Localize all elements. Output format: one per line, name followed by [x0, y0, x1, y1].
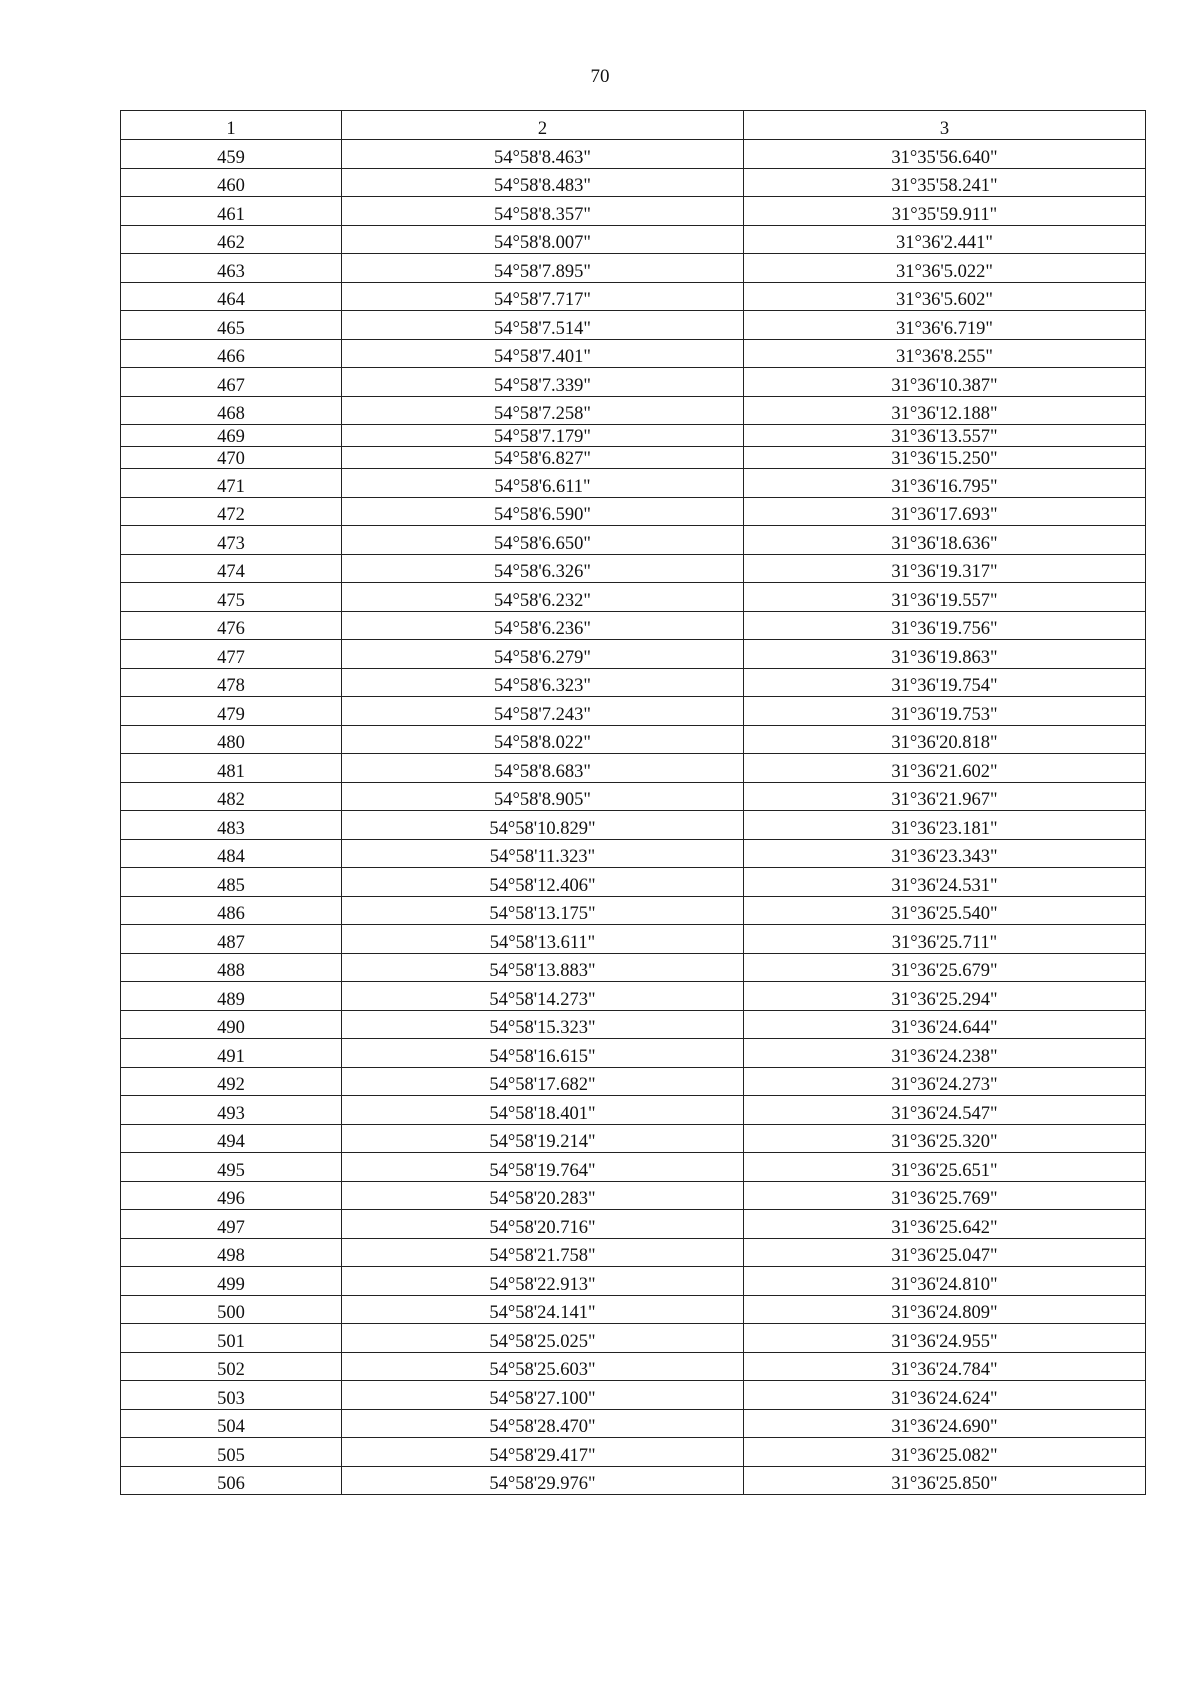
- point-number-cell: 468: [121, 396, 342, 425]
- point-number-cell: 486: [121, 896, 342, 925]
- latitude-cell: 54°58'29.976": [342, 1466, 744, 1495]
- latitude-cell: 54°58'15.323": [342, 1010, 744, 1039]
- table-row: [121, 1153, 1146, 1182]
- latitude-cell: 54°58'10.829": [342, 811, 744, 840]
- point-number-cell: 484: [121, 839, 342, 868]
- latitude-cell: 54°58'6.279": [342, 640, 744, 669]
- point-number-cell: 505: [121, 1438, 342, 1467]
- latitude-cell: 54°58'20.716": [342, 1210, 744, 1239]
- point-number-cell: 478: [121, 668, 342, 697]
- longitude-cell: 31°36'19.863": [744, 640, 1146, 669]
- table-row: [121, 611, 1146, 640]
- longitude-cell: 31°36'18.636": [744, 526, 1146, 555]
- coordinates-table-body: [121, 111, 1146, 1495]
- longitude-cell: 31°36'24.644": [744, 1010, 1146, 1039]
- longitude-cell: 31°36'19.317": [744, 554, 1146, 583]
- column-header-2: 2: [342, 111, 744, 140]
- longitude-cell: 31°36'21.602": [744, 754, 1146, 783]
- longitude-cell: 31°36'2.441": [744, 225, 1146, 254]
- point-number-cell: 470: [121, 447, 342, 469]
- longitude-cell: 31°36'19.753": [744, 697, 1146, 726]
- table-row: [121, 1096, 1146, 1125]
- point-number-cell: 497: [121, 1210, 342, 1239]
- point-number-cell: 463: [121, 254, 342, 283]
- point-number-cell: 469: [121, 425, 342, 447]
- table-row: [121, 1409, 1146, 1438]
- table-row: [121, 1438, 1146, 1467]
- point-number-cell: 487: [121, 925, 342, 954]
- latitude-cell: 54°58'29.417": [342, 1438, 744, 1467]
- table-row: [121, 197, 1146, 226]
- latitude-cell: 54°58'6.827": [342, 447, 744, 469]
- table-row: [121, 1181, 1146, 1210]
- longitude-cell: 31°36'25.711": [744, 925, 1146, 954]
- table-row: [121, 368, 1146, 397]
- point-number-cell: 490: [121, 1010, 342, 1039]
- longitude-cell: 31°36'25.651": [744, 1153, 1146, 1182]
- point-number-cell: 481: [121, 754, 342, 783]
- longitude-cell: 31°36'6.719": [744, 311, 1146, 340]
- longitude-cell: 31°36'15.250": [744, 447, 1146, 469]
- point-number-cell: 471: [121, 469, 342, 498]
- point-number-cell: 499: [121, 1267, 342, 1296]
- longitude-cell: 31°36'24.547": [744, 1096, 1146, 1125]
- longitude-cell: 31°36'23.343": [744, 839, 1146, 868]
- table-row: [121, 1124, 1146, 1153]
- table-row: [121, 839, 1146, 868]
- longitude-cell: 31°36'24.624": [744, 1381, 1146, 1410]
- table-row: [121, 497, 1146, 526]
- latitude-cell: 54°58'24.141": [342, 1295, 744, 1324]
- longitude-cell: 31°36'21.967": [744, 782, 1146, 811]
- longitude-cell: 31°36'25.769": [744, 1181, 1146, 1210]
- longitude-cell: 31°36'24.809": [744, 1295, 1146, 1324]
- latitude-cell: 54°58'7.401": [342, 339, 744, 368]
- latitude-cell: 54°58'8.683": [342, 754, 744, 783]
- latitude-cell: 54°58'6.236": [342, 611, 744, 640]
- table-row: [121, 425, 1146, 447]
- point-number-cell: 494: [121, 1124, 342, 1153]
- table-row: [121, 447, 1146, 469]
- table-row: [121, 1039, 1146, 1068]
- longitude-cell: 31°36'25.047": [744, 1238, 1146, 1267]
- latitude-cell: 54°58'8.905": [342, 782, 744, 811]
- table-row: [121, 896, 1146, 925]
- latitude-cell: 54°58'6.590": [342, 497, 744, 526]
- latitude-cell: 54°58'25.603": [342, 1352, 744, 1381]
- longitude-cell: 31°36'8.255": [744, 339, 1146, 368]
- point-number-cell: 479: [121, 697, 342, 726]
- longitude-cell: 31°36'25.850": [744, 1466, 1146, 1495]
- latitude-cell: 54°58'21.758": [342, 1238, 744, 1267]
- point-number-cell: 464: [121, 282, 342, 311]
- latitude-cell: 54°58'7.243": [342, 697, 744, 726]
- point-number-cell: 461: [121, 197, 342, 226]
- longitude-cell: 31°35'56.640": [744, 140, 1146, 169]
- point-number-cell: 474: [121, 554, 342, 583]
- longitude-cell: 31°36'24.238": [744, 1039, 1146, 1068]
- latitude-cell: 54°58'22.913": [342, 1267, 744, 1296]
- latitude-cell: 54°58'25.025": [342, 1324, 744, 1353]
- table-row: [121, 168, 1146, 197]
- table-row: [121, 140, 1146, 169]
- latitude-cell: 54°58'7.179": [342, 425, 744, 447]
- latitude-cell: 54°58'11.323": [342, 839, 744, 868]
- latitude-cell: 54°58'6.611": [342, 469, 744, 498]
- latitude-cell: 54°58'19.764": [342, 1153, 744, 1182]
- longitude-cell: 31°35'59.911": [744, 197, 1146, 226]
- point-number-cell: 485: [121, 868, 342, 897]
- point-number-cell: 498: [121, 1238, 342, 1267]
- point-number-cell: 462: [121, 225, 342, 254]
- point-number-cell: 459: [121, 140, 342, 169]
- page-number: 70: [590, 66, 610, 87]
- point-number-cell: 489: [121, 982, 342, 1011]
- table-row: [121, 1067, 1146, 1096]
- latitude-cell: 54°58'8.463": [342, 140, 744, 169]
- point-number-cell: 466: [121, 339, 342, 368]
- longitude-cell: 31°36'25.540": [744, 896, 1146, 925]
- table-row: [121, 1238, 1146, 1267]
- point-number-cell: 467: [121, 368, 342, 397]
- point-number-cell: 473: [121, 526, 342, 555]
- table-row: [121, 554, 1146, 583]
- latitude-cell: 54°58'7.514": [342, 311, 744, 340]
- point-number-cell: 504: [121, 1409, 342, 1438]
- point-number-cell: 492: [121, 1067, 342, 1096]
- point-number-cell: 501: [121, 1324, 342, 1353]
- latitude-cell: 54°58'13.611": [342, 925, 744, 954]
- point-number-cell: 503: [121, 1381, 342, 1410]
- point-number-cell: 488: [121, 953, 342, 982]
- table-row: [121, 925, 1146, 954]
- table-row: [121, 339, 1146, 368]
- point-number-cell: 476: [121, 611, 342, 640]
- table-row: [121, 1352, 1146, 1381]
- point-number-cell: 483: [121, 811, 342, 840]
- point-number-cell: 495: [121, 1153, 342, 1182]
- latitude-cell: 54°58'7.339": [342, 368, 744, 397]
- longitude-cell: 31°36'10.387": [744, 368, 1146, 397]
- longitude-cell: 31°36'5.602": [744, 282, 1146, 311]
- longitude-cell: 31°36'24.955": [744, 1324, 1146, 1353]
- table-row: [121, 311, 1146, 340]
- latitude-cell: 54°58'13.883": [342, 953, 744, 982]
- table-row: [121, 469, 1146, 498]
- table-row: [121, 640, 1146, 669]
- table-row: [121, 1210, 1146, 1239]
- latitude-cell: 54°58'13.175": [342, 896, 744, 925]
- table-row: [121, 953, 1146, 982]
- latitude-cell: 54°58'8.357": [342, 197, 744, 226]
- point-number-cell: 496: [121, 1181, 342, 1210]
- latitude-cell: 54°58'12.406": [342, 868, 744, 897]
- table-row: [121, 526, 1146, 555]
- latitude-cell: 54°58'7.258": [342, 396, 744, 425]
- longitude-cell: 31°36'25.679": [744, 953, 1146, 982]
- point-number-cell: 482: [121, 782, 342, 811]
- table-row: [121, 982, 1146, 1011]
- latitude-cell: 54°58'6.326": [342, 554, 744, 583]
- table-row: [121, 225, 1146, 254]
- longitude-cell: 31°36'24.690": [744, 1409, 1146, 1438]
- longitude-cell: 31°36'13.557": [744, 425, 1146, 447]
- coordinates-table: [120, 110, 1146, 1495]
- table-header-row: [121, 111, 1146, 140]
- latitude-cell: 54°58'8.022": [342, 725, 744, 754]
- point-number-cell: 506: [121, 1466, 342, 1495]
- longitude-cell: 31°36'12.188": [744, 396, 1146, 425]
- longitude-cell: 31°36'17.693": [744, 497, 1146, 526]
- table-row: [121, 697, 1146, 726]
- table-row: [121, 1010, 1146, 1039]
- longitude-cell: 31°36'19.557": [744, 583, 1146, 612]
- longitude-cell: 31°36'24.810": [744, 1267, 1146, 1296]
- latitude-cell: 54°58'8.007": [342, 225, 744, 254]
- latitude-cell: 54°58'16.615": [342, 1039, 744, 1068]
- latitude-cell: 54°58'17.682": [342, 1067, 744, 1096]
- longitude-cell: 31°36'19.754": [744, 668, 1146, 697]
- latitude-cell: 54°58'19.214": [342, 1124, 744, 1153]
- point-number-cell: 500: [121, 1295, 342, 1324]
- column-header-1: 1: [121, 111, 342, 140]
- longitude-cell: 31°36'23.181": [744, 811, 1146, 840]
- latitude-cell: 54°58'6.323": [342, 668, 744, 697]
- point-number-cell: 491: [121, 1039, 342, 1068]
- longitude-cell: 31°36'24.273": [744, 1067, 1146, 1096]
- table-row: [121, 254, 1146, 283]
- longitude-cell: 31°35'58.241": [744, 168, 1146, 197]
- latitude-cell: 54°58'20.283": [342, 1181, 744, 1210]
- latitude-cell: 54°58'6.232": [342, 583, 744, 612]
- latitude-cell: 54°58'18.401": [342, 1096, 744, 1125]
- table-row: [121, 868, 1146, 897]
- longitude-cell: 31°36'5.022": [744, 254, 1146, 283]
- longitude-cell: 31°36'25.320": [744, 1124, 1146, 1153]
- longitude-cell: 31°36'24.531": [744, 868, 1146, 897]
- longitude-cell: 31°36'24.784": [744, 1352, 1146, 1381]
- point-number-cell: 465: [121, 311, 342, 340]
- point-number-cell: 472: [121, 497, 342, 526]
- point-number-cell: 493: [121, 1096, 342, 1125]
- latitude-cell: 54°58'7.895": [342, 254, 744, 283]
- table-row: [121, 1466, 1146, 1495]
- point-number-cell: 475: [121, 583, 342, 612]
- table-row: [121, 725, 1146, 754]
- table-row: [121, 668, 1146, 697]
- latitude-cell: 54°58'27.100": [342, 1381, 744, 1410]
- latitude-cell: 54°58'28.470": [342, 1409, 744, 1438]
- table-row: [121, 1324, 1146, 1353]
- table-row: [121, 583, 1146, 612]
- longitude-cell: 31°36'25.082": [744, 1438, 1146, 1467]
- column-header-3: 3: [744, 111, 1146, 140]
- table-row: [121, 811, 1146, 840]
- table-row: [121, 396, 1146, 425]
- table-row: [121, 282, 1146, 311]
- point-number-cell: 480: [121, 725, 342, 754]
- table-row: [121, 782, 1146, 811]
- point-number-cell: 460: [121, 168, 342, 197]
- table-row: [121, 1267, 1146, 1296]
- latitude-cell: 54°58'14.273": [342, 982, 744, 1011]
- longitude-cell: 31°36'25.642": [744, 1210, 1146, 1239]
- table-row: [121, 754, 1146, 783]
- longitude-cell: 31°36'16.795": [744, 469, 1146, 498]
- latitude-cell: 54°58'8.483": [342, 168, 744, 197]
- table-row: [121, 1295, 1146, 1324]
- latitude-cell: 54°58'6.650": [342, 526, 744, 555]
- longitude-cell: 31°36'20.818": [744, 725, 1146, 754]
- latitude-cell: 54°58'7.717": [342, 282, 744, 311]
- longitude-cell: 31°36'25.294": [744, 982, 1146, 1011]
- table-row: [121, 1381, 1146, 1410]
- point-number-cell: 477: [121, 640, 342, 669]
- point-number-cell: 502: [121, 1352, 342, 1381]
- longitude-cell: 31°36'19.756": [744, 611, 1146, 640]
